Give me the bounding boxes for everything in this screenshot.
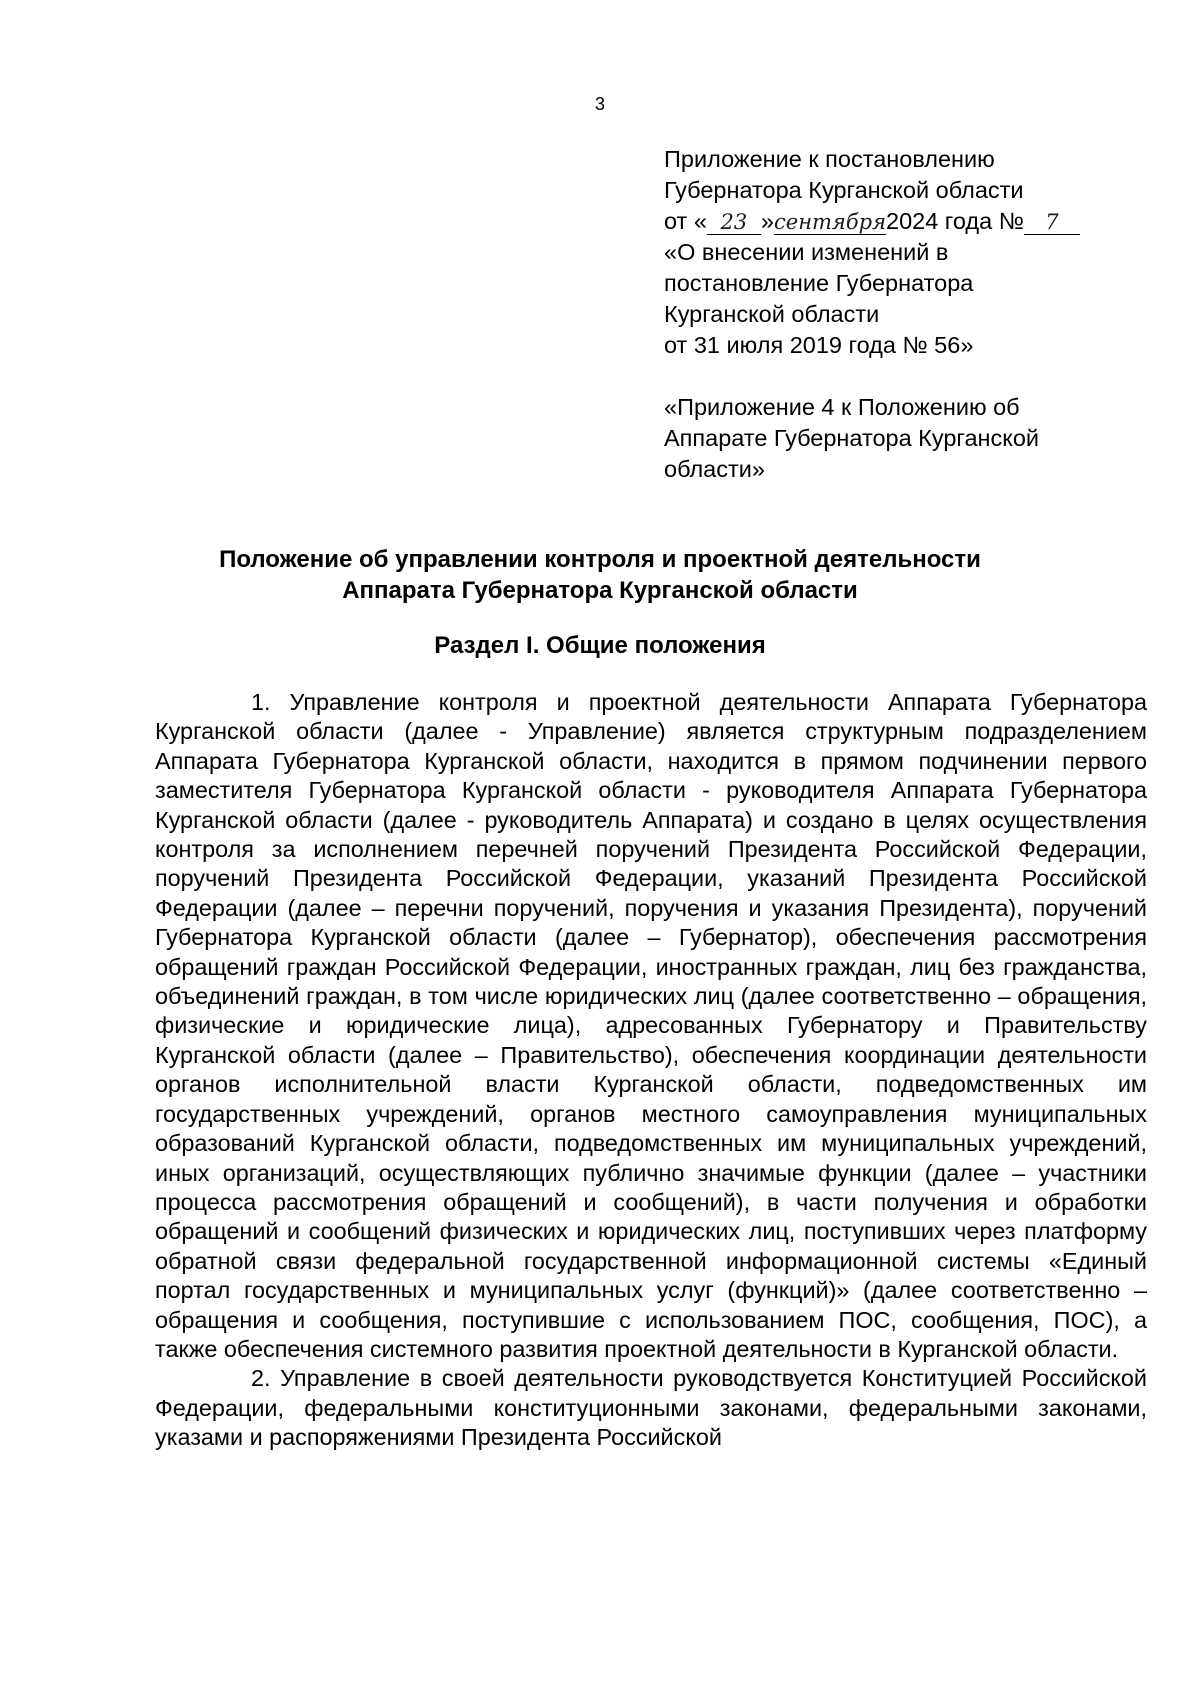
appendix-line-4: «О внесении изменений в (664, 239, 949, 265)
document-title-line-2: Аппарата Губернатора Курганской области (342, 577, 858, 604)
appendix-block (664, 144, 1144, 485)
date-year: 2024 года № (886, 208, 1024, 234)
appendix-line-2: Губернатора Курганской области (664, 177, 1024, 203)
date-month-handwritten: сентября (774, 210, 887, 234)
appendix-line-1: Приложение к постановлению (664, 146, 995, 172)
date-mid: » (760, 208, 774, 234)
document-number-handwritten: 7 (1024, 210, 1080, 235)
appendix-line-8: «Приложение 4 к Положению об (664, 394, 1020, 420)
paragraph-1: 1. Управление контроля и проектной деятельности Аппарата Губернатора Курганской области (далее - Управление) является структурным подразделением Аппарата Губернатора Курганской области, находится в прямом подчинении первого заместителя Губернатора Курганской области - руководителя Аппарата Губернатора Курганской области (далее - руководитель Аппарата) и создано в целях осуществления контроля за исполнением перечней поручений Президента Российской Федерации, поручений Президента Российской Федерации, указаний Президента Российской Федерации (далее – перечни поручений, поручения и указания Президента), поручений Губернатора Курганской области (далее – Губернатор), обеспечения рассмотрения обращений граждан Российской Федерации, иностранных граждан, лиц без гражданства, объединений граждан, в том числе юридических лиц (далее соответственно – обращения, физические и юридические лица), адресованных Губернатору и Правительству Курганской области (далее – Правительство), обеспечения координации деятельности органов исполнительной власти Курганской области, подведомственных им государственных учреждений, органов местного самоуправления муниципальных образований Курганской области, подведомственных им муниципальных учреждений, иных организаций, осуществляющих публично значимые функции (далее – участники процесса рассмотрения обращений и сообщений), в части получения и обработки обращений и сообщений физических и юридических лиц, поступивших через платформу обратной связи федеральной государственной информационной системы «Единый портал государственных и муниципальных услуг (функций)» (далее соответственно – обращения и сообщения, поступившие с использованием ПОС, сообщения, ПОС), а также обеспечения системного развития проектной деятельности в Курганской области. (155, 689, 1147, 1362)
appendix-line-5: постановление Губернатора (664, 270, 974, 296)
document-body (155, 688, 1147, 1453)
document-title (150, 544, 1050, 606)
document-title-line-1: Положение об управлении контроля и проектной деятельности (219, 546, 981, 573)
appendix-line-9: Аппарате Губернатора Курганской (664, 425, 1040, 451)
appendix-line-6: Курганской области (664, 301, 880, 327)
appendix-spacer (664, 361, 1144, 392)
paragraph-2: 2. Управление в своей деятельности руководствуется Конституцией Российской Федерации, федеральными конституционными законами, федеральными законами, указами и распоряжениями Президента Российской (155, 1365, 1147, 1451)
appendix-line-7: от 31 июля 2019 года № 56» (664, 332, 974, 358)
date-prefix: от « (664, 208, 707, 234)
appendix-date-line (664, 206, 1144, 237)
section-title: Раздел I. Общие положения (434, 632, 766, 659)
date-day-handwritten: 23 (707, 210, 761, 235)
appendix-line-10: области» (664, 456, 765, 482)
page-number: 3 (594, 94, 605, 114)
